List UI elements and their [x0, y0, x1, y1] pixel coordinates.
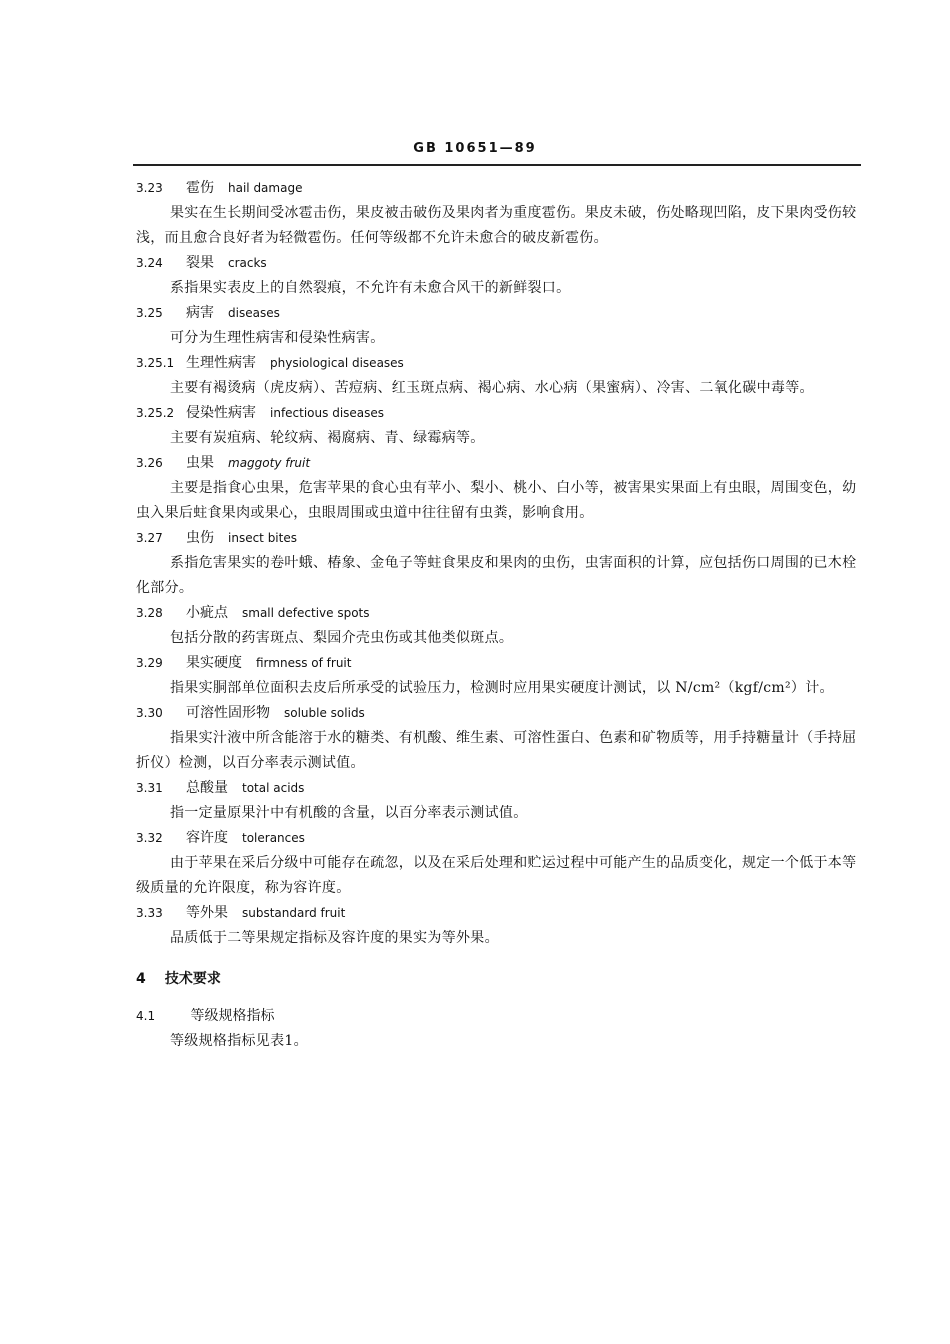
term-number: 3.27	[136, 531, 163, 545]
term-heading	[136, 351, 860, 376]
term-chinese: 生理性病害	[186, 355, 256, 371]
term-description: 主要有炭疽病、轮纹病、褐腐病、青、绿霉病等。	[170, 430, 485, 446]
term-english: hail damage	[228, 181, 303, 195]
term-number: 3.28	[136, 606, 163, 620]
term-number: 3.23	[136, 181, 163, 195]
term-heading	[136, 651, 860, 676]
term-chinese: 虫果	[186, 455, 214, 471]
term-english: firmness of fruit	[256, 656, 352, 670]
header-rule	[133, 164, 861, 166]
term-chinese: 等外果	[186, 905, 228, 921]
term-english: physiological diseases	[270, 356, 404, 370]
term-english: soluble solids	[284, 706, 365, 720]
document-body	[136, 176, 860, 1054]
subsection-title: 等级规格指标	[190, 1008, 275, 1024]
term-heading	[136, 901, 860, 926]
term-chinese: 病害	[186, 305, 214, 321]
term-heading	[136, 601, 860, 626]
term-chinese: 果实硬度	[186, 655, 242, 671]
term-number: 3.30	[136, 706, 163, 720]
term-english: maggoty fruit	[228, 456, 311, 470]
term-number: 3.26	[136, 456, 163, 470]
term-description: 指一定量原果汁中有机酸的含量，以百分率表示测试值。	[170, 805, 528, 821]
term-chinese: 容许度	[186, 830, 228, 846]
term-description: 主要是指食心虫果，危害苹果的食心虫有苹小、梨小、桃小、白小等，被害果实果面上有虫眼，周围变色，幼虫入果后蛀食果肉或果心，虫眼周围或虫道中往往留有虫粪，影响食用。	[136, 480, 857, 521]
term-english: tolerances	[242, 831, 305, 845]
term-chinese: 可溶性固形物	[186, 705, 270, 721]
term-heading	[136, 526, 860, 551]
term-number: 3.32	[136, 831, 163, 845]
term-heading	[136, 776, 860, 801]
term-chinese: 雹伤	[186, 180, 214, 196]
term-description: 系指果实表皮上的自然裂痕，不允许有未愈合风干的新鲜裂口。	[170, 280, 571, 296]
term-english: cracks	[228, 256, 267, 270]
term-heading	[136, 251, 860, 276]
term-description: 品质低于二等果规定指标及容许度的果实为等外果。	[170, 930, 499, 946]
term-number: 3.25.2	[136, 406, 175, 420]
term-description: 果实在生长期间受冰雹击伤，果皮被击破伤及果肉者为重度雹伤。果皮未破，伤处略现凹陷，皮下果肉受伤较浅，而且愈合良好者为轻微雹伤。任何等级都不允许未愈合的破皮新雹伤。	[136, 205, 857, 246]
term-chinese: 总酸量	[186, 780, 228, 796]
term-description: 包括分散的药害斑点、梨园介壳虫伤或其他类似斑点。	[170, 630, 514, 646]
term-english: insect bites	[228, 531, 297, 545]
term-english: infectious diseases	[270, 406, 385, 420]
term-english: small defective spots	[242, 606, 370, 620]
term-english: substandard fruit	[242, 906, 346, 920]
definition-list	[136, 176, 860, 951]
section-number: 4	[136, 971, 146, 987]
term-description: 可分为生理性病害和侵染性病害。	[170, 330, 385, 346]
term-heading	[136, 826, 860, 851]
term-number: 3.29	[136, 656, 163, 670]
term-heading	[136, 701, 860, 726]
section-title: 技术要求	[164, 971, 221, 987]
term-number: 3.24	[136, 256, 163, 270]
section-heading	[136, 967, 860, 992]
term-description: 指果实胴部单位面积去皮后所承受的试验压力，检测时应用果实硬度计测试，以 N/cm²（kgf/cm²）计。	[170, 680, 834, 696]
term-english: diseases	[228, 306, 280, 320]
document-header: GB 10651—89	[413, 141, 537, 156]
term-number: 3.31	[136, 781, 163, 795]
term-number: 3.25.1	[136, 356, 175, 370]
term-number: 3.25	[136, 306, 163, 320]
term-description: 由于苹果在采后分级中可能存在疏忽，以及在采后处理和贮运过程中可能产生的品质变化，规定一个低于本等级质量的允许限度，称为容许度。	[136, 855, 857, 896]
term-description: 主要有褐烫病（虎皮病）、苦痘病、红玉斑点病、褐心病、水心病（果蜜病）、冷害、二氧化碳中毒等。	[170, 380, 814, 396]
term-heading	[136, 301, 860, 326]
subsection-heading	[136, 1004, 860, 1029]
term-chinese: 小疵点	[186, 605, 228, 621]
term-number: 3.33	[136, 906, 163, 920]
term-chinese: 侵染性病害	[186, 405, 256, 421]
subsection-number: 4.1	[136, 1009, 156, 1023]
term-chinese: 裂果	[186, 255, 214, 271]
subsection-description: 等级规格指标见表1。	[170, 1033, 308, 1049]
term-english: total acids	[242, 781, 305, 795]
term-heading	[136, 401, 860, 426]
term-description: 指果实汁液中所含能溶于水的糖类、有机酸、维生素、可溶性蛋白、色素和矿物质等，用手持糖量计（手持屈折仪）检测，以百分率表示测试值。	[136, 730, 857, 771]
term-description: 系指危害果实的卷叶蛾、椿象、金龟子等蛀食果皮和果肉的虫伤，虫害面积的计算，应包括伤口周围的已木栓化部分。	[136, 555, 857, 596]
term-chinese: 虫伤	[186, 530, 214, 546]
term-heading	[136, 451, 860, 476]
term-heading	[136, 176, 860, 201]
